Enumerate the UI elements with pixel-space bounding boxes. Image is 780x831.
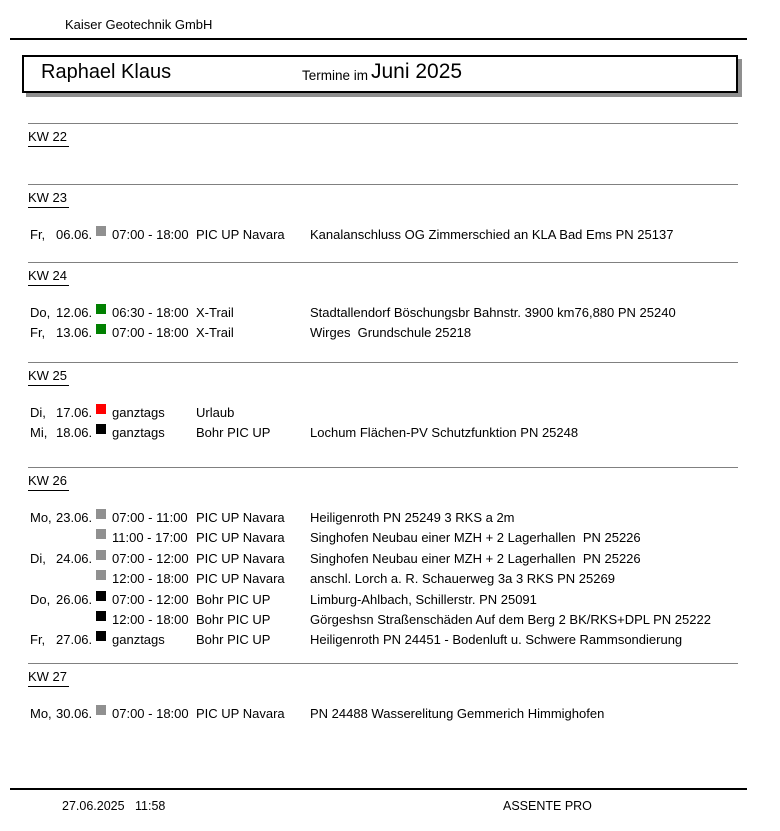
vehicle-cell: Bohr PIC UP: [196, 591, 271, 607]
section-divider: [28, 262, 738, 263]
time-cell: ganztags: [112, 425, 165, 441]
date-cell: 23.06.: [56, 510, 93, 525]
week-label: KW 23: [28, 190, 69, 208]
vehicle-cell: Urlaub: [196, 405, 235, 420]
category-square-icon: [96, 304, 106, 314]
week-section: [0, 663, 780, 731]
footer-rule: [10, 788, 747, 790]
description-cell: Singhofen Neubau einer MZH + 2 Lagerhallen PN 25226: [310, 530, 641, 546]
title-prefix: Termine im: [302, 68, 369, 83]
appointment-row: [0, 591, 780, 611]
section-divider: [28, 123, 738, 124]
footer-print-time: 11:58: [135, 799, 166, 813]
date-cell: 17.06.: [56, 405, 93, 420]
vehicle-cell: PIC UP Navara: [196, 227, 285, 242]
category-square-icon: [96, 570, 106, 580]
section-divider: [28, 184, 738, 185]
appointment-row: [0, 304, 780, 324]
description-cell: Stadtallendorf Böschungsbr Bahnstr. 3900 km76,880 PN 25240: [310, 305, 676, 320]
date-cell: 12.06.: [56, 305, 93, 320]
description-cell: Wirges Grundschule 25218: [310, 325, 472, 341]
appointment-row: [0, 631, 780, 651]
title-month: Juni 2025: [371, 60, 463, 83]
day-cell: Fr,: [30, 632, 46, 648]
week-section: [0, 184, 780, 252]
time-cell: 06:30 - 18:00: [112, 305, 189, 320]
category-square-icon: [96, 529, 106, 539]
category-square-icon: [96, 550, 106, 560]
week-section: [0, 123, 780, 171]
time-cell: ganztags: [112, 632, 165, 648]
section-divider: [28, 663, 738, 664]
vehicle-cell: X-Trail: [196, 305, 234, 320]
week-section: [0, 262, 780, 351]
appointment-row: [0, 324, 780, 344]
category-square-icon: [96, 509, 106, 519]
vehicle-cell: PIC UP Navara: [196, 571, 285, 587]
week-label: KW 27: [28, 669, 69, 687]
category-square-icon: [96, 611, 106, 621]
time-cell: ganztags: [112, 405, 165, 420]
description-cell: Limburg-Ahlbach, Schillerstr. PN 25091: [310, 591, 537, 607]
vehicle-cell: PIC UP Navara: [196, 706, 285, 721]
description-cell: Kanalanschluss OG Zimmerschied an KLA Bad Ems PN 25137: [310, 227, 674, 242]
week-label: KW 25: [28, 368, 69, 386]
week-label: KW 22: [28, 129, 69, 147]
date-cell: 26.06.: [56, 591, 93, 607]
vehicle-cell: X-Trail: [196, 325, 234, 341]
category-square-icon: [96, 591, 106, 601]
time-cell: 11:00 - 17:00: [112, 530, 188, 546]
footer-print-date: 27.06.2025: [62, 799, 125, 813]
category-square-icon: [96, 424, 106, 434]
appointment-row: [0, 705, 780, 725]
description-cell: Heiligenroth PN 25249 3 RKS a 2m: [310, 510, 515, 525]
section-divider: [28, 467, 738, 468]
description-cell: Görgeshsn Straßenschäden Auf dem Berg 2 BK/RKS+DPL PN 25222: [310, 612, 711, 627]
appointment-row: [0, 550, 780, 570]
time-cell: 07:00 - 18:00: [112, 227, 189, 242]
date-cell: 30.06.: [56, 706, 93, 721]
appointment-row: [0, 424, 780, 444]
date-cell: 06.06.: [56, 227, 93, 242]
vehicle-cell: PIC UP Navara: [196, 530, 285, 546]
day-cell: Di,: [30, 550, 46, 566]
appointment-row: [0, 226, 780, 246]
category-square-icon: [96, 324, 106, 334]
time-cell: 12:00 - 18:00: [112, 571, 189, 587]
vehicle-cell: Bohr PIC UP: [196, 612, 271, 627]
description-cell: Lochum Flächen-PV Schutzfunktion PN 25248: [310, 425, 579, 441]
date-cell: 24.06.: [56, 550, 93, 566]
day-cell: Fr,: [30, 325, 46, 341]
week-label: KW 24: [28, 268, 69, 286]
category-square-icon: [96, 631, 106, 641]
vehicle-cell: Bohr PIC UP: [196, 632, 271, 648]
description-cell: Singhofen Neubau einer MZH + 2 Lagerhallen PN 25226: [310, 550, 641, 566]
day-cell: Mi,: [30, 425, 48, 441]
section-divider: [28, 362, 738, 363]
description-cell: Heiligenroth PN 24451 - Bodenluft u. Schwere Rammsondierung: [310, 632, 683, 648]
time-cell: 07:00 - 12:00: [112, 550, 189, 566]
time-cell: 07:00 - 18:00: [112, 325, 189, 341]
person-name: Raphael Klaus: [41, 61, 172, 83]
date-cell: 18.06.: [56, 425, 93, 441]
appointment-row: [0, 509, 780, 529]
company-name: Kaiser Geotechnik GmbH: [65, 17, 213, 32]
week-label: KW 26: [28, 473, 69, 491]
time-cell: 07:00 - 11:00: [112, 510, 188, 525]
time-cell: 12:00 - 18:00: [112, 612, 189, 627]
time-cell: 07:00 - 12:00: [112, 591, 189, 607]
category-square-icon: [96, 226, 106, 236]
description-cell: PN 24488 Wasserelitung Gemmerich Himmighofen: [310, 706, 605, 721]
appointment-row: [0, 529, 780, 549]
appointment-row: [0, 570, 780, 590]
day-cell: Do,: [30, 305, 51, 320]
date-cell: 27.06.: [56, 632, 93, 648]
appointment-row: [0, 404, 780, 424]
day-cell: Mo,: [30, 706, 52, 721]
day-cell: Mo,: [30, 510, 52, 525]
date-cell: 13.06.: [56, 325, 93, 341]
week-section: [0, 467, 780, 658]
vehicle-cell: PIC UP Navara: [196, 550, 285, 566]
day-cell: Fr,: [30, 227, 46, 242]
description-cell: anschl. Lorch a. R. Schauerweg 3a 3 RKS PN 25269: [310, 571, 615, 587]
appointment-row: [0, 611, 780, 631]
vehicle-cell: Bohr PIC UP: [196, 425, 271, 441]
time-cell: 07:00 - 18:00: [112, 706, 189, 721]
vehicle-cell: PIC UP Navara: [196, 510, 285, 525]
category-square-icon: [96, 404, 106, 414]
day-cell: Di,: [30, 405, 46, 420]
footer-app-name: ASSENTE PRO: [503, 799, 592, 813]
category-square-icon: [96, 705, 106, 715]
week-section: [0, 362, 780, 451]
day-cell: Do,: [30, 591, 51, 607]
